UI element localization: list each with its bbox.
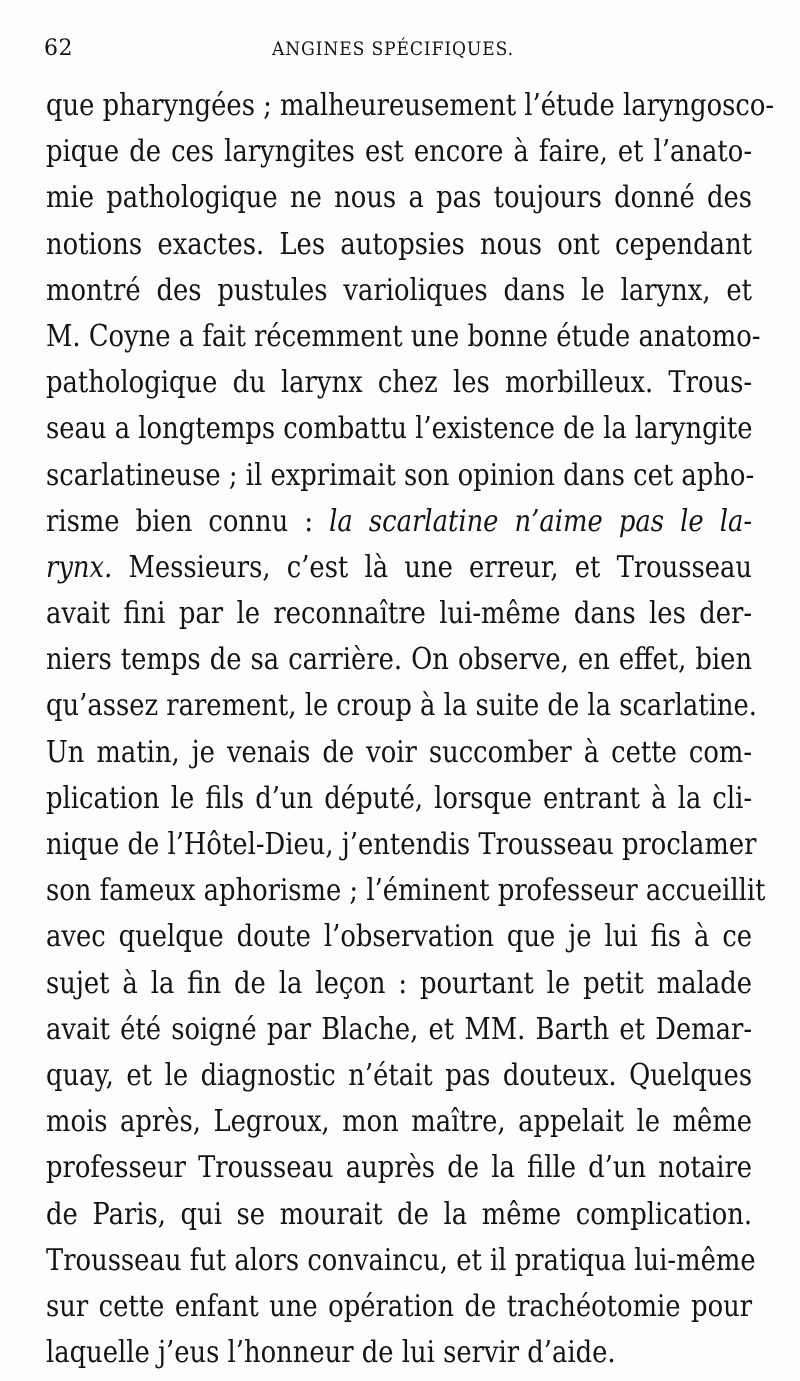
text-line: scarlatineuse ; il exprimait son opinion dans cet apho- — [46, 457, 755, 493]
page-number: 62 — [44, 36, 73, 61]
text-line: notions exactes. Les autopsies nous ont cependant — [46, 226, 753, 262]
text-line: de Paris, qui se mourait de la même complication. — [46, 1196, 753, 1232]
text-line: mie pathologique ne nous a pas toujours donné des — [46, 180, 753, 216]
text-line: niers temps de sa carrière. On observe, en effet, bien — [46, 642, 753, 678]
italic-quote: rynx. — [46, 549, 113, 585]
text-line: seau a longtemps combattu l’existence de la laryngite — [46, 411, 753, 447]
text-line: M. Coyne a fait récemment une bonne étude anatomo- — [46, 318, 761, 354]
text-line — [46, 545, 752, 591]
page-header — [44, 36, 764, 76]
text-line: son fameux aphorisme ; l’éminent professeur accueillit — [46, 873, 766, 909]
text-line: pique de ces laryngites est encore à faire, et l’anato- — [46, 134, 753, 170]
text-line — [46, 499, 752, 545]
italic-quote: la scarlatine n’aime pas le la- — [329, 503, 753, 539]
body-text — [46, 83, 775, 1376]
text-line: qu’assez rarement, le croup à la suite de la scarlatine. — [46, 688, 757, 724]
text-line: avait fini par le reconnaître lui-même dans les der- — [46, 596, 753, 632]
running-title: ANGINES SPÉCIFIQUES. — [272, 38, 514, 60]
text-line: Trousseau fut alors convaincu, et il pratiqua lui-même — [46, 1242, 756, 1278]
text-line: plication le fils d’un député, lorsque entrant à la cli- — [46, 780, 753, 816]
text-line: quay, et le diagnostic n’était pas douteux. Quelques — [46, 1057, 753, 1093]
text-span: Messieurs, c’est là une erreur, et Trousseau — [128, 549, 753, 585]
text-line: sur cette enfant une opération de trachéotomie pour — [46, 1288, 753, 1324]
text-line: nique de l’Hôtel-Dieu, j’entendis Trousseau proclamer — [46, 827, 757, 862]
text-span: risme bien connu : — [46, 503, 314, 539]
text-line: avec quelque doute l’observation que je lui fis à ce — [46, 919, 753, 955]
text-line: mois après, Legroux, mon maître, appelait le même — [46, 1104, 753, 1140]
text-line: Un matin, je venais de voir succomber à cette com- — [46, 734, 753, 770]
text-line: sujet à la fin de la leçon : pourtant le petit malade — [46, 965, 753, 1001]
text-line: laquelle j’eus l’honneur de lui servir d’aide. — [46, 1335, 616, 1371]
text-line: professeur Trousseau auprès de la fille d’un notaire — [46, 1150, 753, 1186]
text-line: pathologique du larynx chez les morbilleux. Trous- — [46, 365, 753, 401]
text-line: montré des pustules varioliques dans le larynx, et — [46, 272, 753, 308]
text-line: que pharyngées ; malheureusement l’étude laryngosco- — [46, 88, 775, 123]
text-line: avait été soigné par Blache, et MM. Barth et Demar- — [46, 1011, 753, 1047]
